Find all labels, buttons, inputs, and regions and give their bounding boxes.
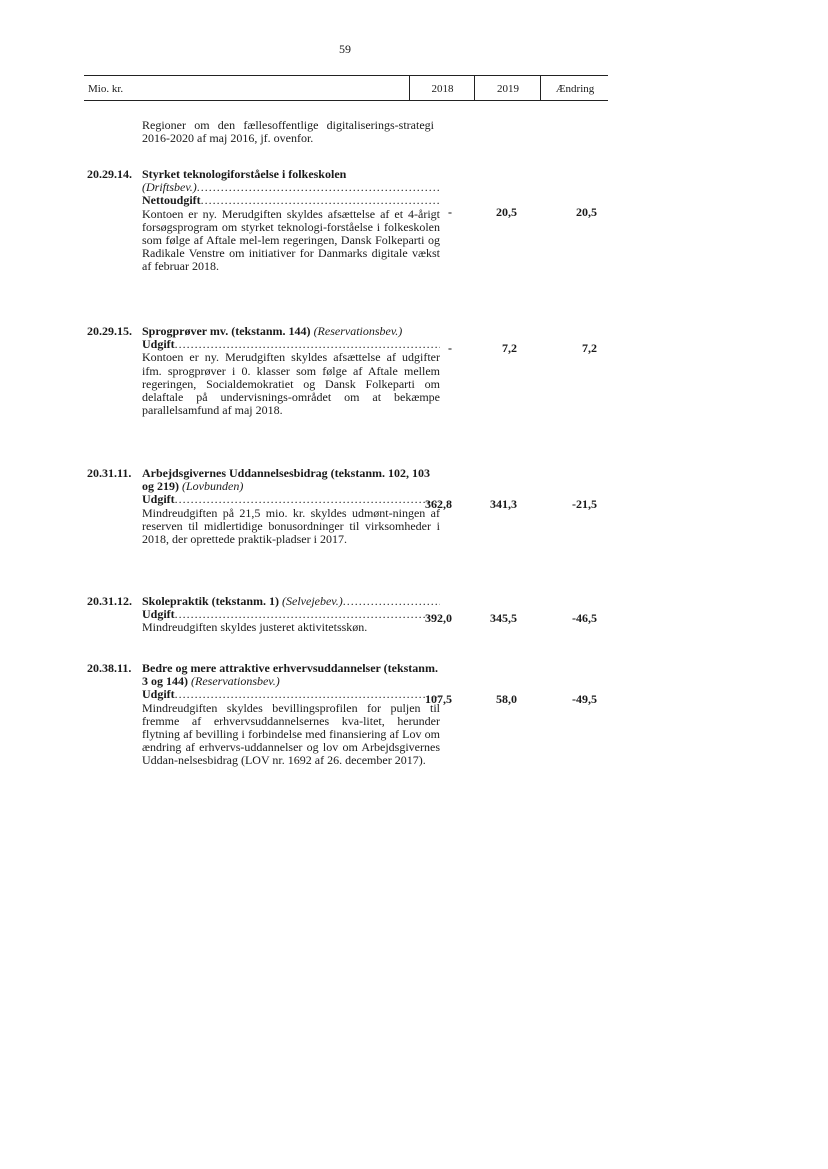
item-body <box>142 325 440 417</box>
instrument-label: (Driftsbev.) <box>142 180 197 195</box>
value-2018: 107,5 <box>425 692 452 706</box>
value-2018: 392,0 <box>425 611 452 625</box>
line-label: Udgift <box>142 687 175 702</box>
column-header <box>84 75 608 101</box>
value-2019: 345,5 <box>490 611 517 625</box>
item-description: Mindreudgiften skyldes bevillingsprofilen for puljen til fremme af erhvervsuddannelsernes kva-litet, herunder flytning af bevilling i forbindelse med finansiering af Lov om ændring af erhvervs-uddannelser og lov om Arbejdsgivernes Uddan-nelsesbidrag (LOV nr. 1692 af 26. december 2017). <box>142 700 440 768</box>
column-2019: 2019 <box>474 76 541 100</box>
value-change: -49,5 <box>572 692 597 706</box>
value-change: 7,2 <box>582 341 597 355</box>
instrument-label: (Reservationsbev.) <box>313 324 403 338</box>
item-title: Bedre og mere attraktive erhvervsuddannelser (tekstanm. 3 og 144) <box>142 661 438 689</box>
value-2019: 341,3 <box>490 497 517 511</box>
value-2018: - <box>448 205 452 219</box>
account-number: 20.38.11. <box>87 661 132 675</box>
line-label: Udgift <box>142 492 175 507</box>
line-label: Nettoudgift <box>142 193 201 208</box>
instrument-label: (Reservationsbev.) <box>191 674 280 689</box>
unit-label: Mio. kr. <box>88 83 124 95</box>
value-2019: 7,2 <box>502 341 517 355</box>
column-change: Ændring <box>540 76 609 100</box>
item-title: Sprogprøver mv. (tekstanm. 144) <box>142 324 311 338</box>
value-change: 20,5 <box>576 205 597 219</box>
account-number: 20.31.12. <box>87 594 132 608</box>
item-title: Styrket teknologiforståelse i folkeskolen <box>142 167 347 181</box>
value-2019: 58,0 <box>496 692 517 706</box>
value-2018: - <box>448 341 452 355</box>
value-change: -46,5 <box>572 611 597 625</box>
item-title-line <box>142 467 440 493</box>
instrument-label: (Selvejebev.) <box>282 594 343 608</box>
intro-text: Regioner om den fællesoffentlige digitaliserings-strategi 2016-2020 af maj 2016, jf. ovenfor. <box>142 118 434 146</box>
account-number: 20.29.15. <box>87 324 132 338</box>
item-title: Skolepraktik (tekstanm. 1) <box>142 594 280 608</box>
account-number: 20.31.11. <box>87 466 132 480</box>
instrument-label: (Lovbunden) <box>182 479 244 494</box>
account-number: 20.29.14. <box>87 167 132 181</box>
item-description: Mindreudgiften på 21,5 mio. kr. skyldes udmønt-ningen af reserven til midlertidige bonusordninger til virksomheder i 2018, der oprettede praktik-pladser i 2017. <box>142 505 440 547</box>
value-change: -21,5 <box>572 497 597 511</box>
value-2019: 20,5 <box>496 205 517 219</box>
item-title-line <box>142 662 440 688</box>
item-title-line <box>142 325 440 338</box>
item-body <box>142 168 440 274</box>
item-body <box>142 662 440 768</box>
page-number: 59 <box>339 42 351 56</box>
item-title: Arbejdsgivernes Uddannelsesbidrag (tekstanm. 102, 103 og 219) <box>142 466 431 494</box>
value-2018: 362,8 <box>425 497 452 511</box>
item-description: Mindreudgiften skyldes justeret aktivitetsskøn. <box>142 620 368 635</box>
line-label: Udgift <box>142 337 175 352</box>
item-title-line <box>142 595 440 608</box>
item-description: Kontoen er ny. Merudgiften skyldes afsættelse af et 4-årigt forsøgsprogram om styrket teknologi-forståelse i folkeskolen som følge af Aftale mel-lem regeringen, Dansk Folkeparti og Radikale Venstre om initiativer for Danmarks digitale vækst af februar 2018. <box>142 206 440 274</box>
item-description: Kontoen er ny. Merudgiften skyldes afsættelse af udgifter ifm. sprogprøver i 0. klasser som følge af Aftale mellem regeringen, Socialdemokratiet og Dansk Folkeparti om delaftale på undervisnings-området om at bekæmpe parallelsamfund af maj 2018. <box>142 350 440 418</box>
line-label: Udgift <box>142 607 175 622</box>
column-2018: 2018 <box>409 76 475 100</box>
